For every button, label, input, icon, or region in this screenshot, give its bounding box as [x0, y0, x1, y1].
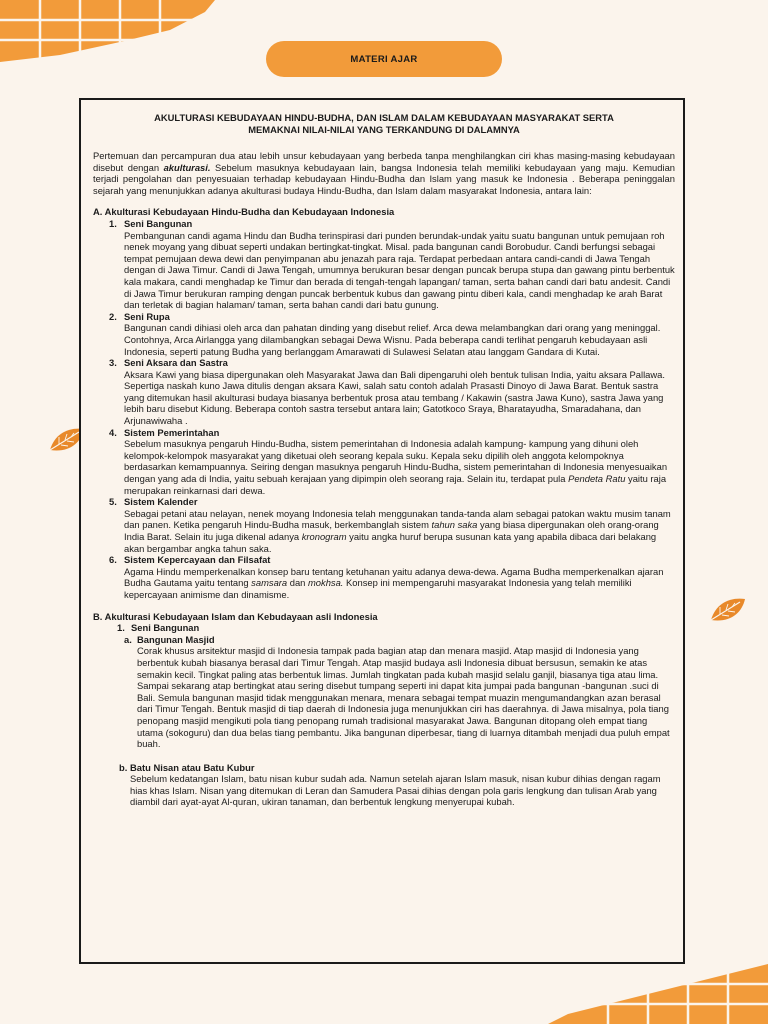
document-content: [93, 112, 675, 818]
document-title: [93, 112, 675, 136]
item-heading: Seni Aksara dan Sastra: [124, 357, 228, 369]
item-heading: Sistem Kepercayaan dan Filsafat: [124, 554, 271, 566]
item-heading: Seni Bangunan: [124, 217, 193, 229]
intro-paragraph: Pertemuan dan percampuran dua atau lebih unsur kebudayaan yang berbeda tanpa menghilangkan ciri khas masing-masing kebudayaan disebut dengan akulturasi. Sebelum masuknya kebudayaan lain, bangsa Indonesia telah memiliki kebudayaan yang maju. Kemudian terjadi pengolahan dan penyesuaian terhadap kebudayaan Hindu-Budha dan Islam yang masuk ke Indonesia . Beberapa peninggalan sejarah yang menunjukkan adanya akulturasi budaya Hindu-Budha, dan Islam dalam masyarakat Indonesia, antara lain:: [93, 150, 675, 196]
sub-item-masjid: a. Bangunan Masjid Corak khusus arsitektur masjid di Indonesia tampak pada bagian atap dan menara masjid. Atap masjid di Indonesia yang berbentuk kubah biasanya berasal dari Timur Tengah. Atap masjid budaya asli Indonesia dibuat bersusun, semakin ke atas semakin kecil. Tingkat paling atas berbentuk limas. Jumlah tingkatan pada kubah masjid selalu ganjil, biasanya tiga atau lima. Sampai sekarang atap bertingkat atau sering disebut tumpang seperti ini dapat kita jumpai pada bangunan -bangunan .suci di Bali. Semula bangunan masjid tidak menggunakan menara, menara sebagai tempat muazin mengumandangkan azan berasal dari Timur Tengah. Bentuk masjid di tiap daerah di Indonesia juga menunjukkan ciri has daerahnya. di Jawa misalnya, pola tiang penopang masjid mengikuti pola tiang penopang rumah tradisional masyarakat Jawa. Bangunan ditopang oleh empat tiang utama (sokoguru) dan dua belas tiang pembantu. Jika bangunan diperbesar, tiang di luarnya ditambah menjadi dua puluh empat buah.: [93, 634, 675, 750]
list-item: 1. Seni Bangunan Pembangunan candi agama Hindu dan Budha terinspirasi dari punden berundak-undak yaitu suatu bangunan untuk pemujaan roh nenek moyang yang dibuat seperti undakan bertingkat-tingkat. Misal. pada bangunan candi Borobudur. Candi berfungsi sebagai tempat pemujaan dewa dewi dan penyimpanan abu jenazah para raja. Terdapat perbedaan antara candi-candi di Jawa Tengah dengan di Jawa Timur. Candi di Jawa Tengah, umumnya berukuran besar dengan puncak berupa stupa dan gawang pintu berbentuk kala makara, candi menghadap ke Timur dan berada di tengah-tengah lapangan/ taman, serta bahan candi dari batu andesit. Candi di Jawa Timur berukuran ramping dengan puncak berbentuk kubus dan gawang pintu diberi kala, candi menghadap ke arah Barat dan terletak di bagian halaman/ taman, serta bahan candi dari batu gunung.: [109, 217, 675, 311]
section-a-heading: A. Akulturasi Kebudayaan Hindu-Budha dan Kebudayaan Indonesia: [93, 206, 395, 218]
item-heading: Seni Bangunan: [131, 622, 200, 634]
sub-item-batu-nisan: b. Batu Nisan atau Batu Kubur Sebelum kedatangan Islam, batu nisan kubur sudah ada. Namun setelah ajaran Islam masuk, nisan kubur dihias dengan ragam hias khas Islam. Nisan yang ditemukan di Leran dan Samudera Pasai dihias dengan pola garis lengkung dan tulisan Arab yang diambil dari ayat-ayat Al-quran, ukiran tanaman, dan berbentuk lengkung menyerupai kubah.: [93, 762, 675, 808]
sub-item-body: Corak khusus arsitektur masjid di Indonesia tampak pada bagian atap dan menara masjid. Atap masjid di Indonesia yang berbentuk kubah biasanya berasal dari Timur Tengah. Atap masjid budaya asli Indonesia dibuat bersusun, semakin ke atas semakin kecil. Tingkat paling atas berbentuk limas. Jumlah tingkatan pada kubah masjid selalu ganjil, biasanya tiga atau lima. Sampai sekarang atap bertingkat atau sering disebut tumpang seperti ini dapat kita jumpai pada bangunan -bangunan .suci di Bali. Semula bangunan masjid tidak menggunakan menara, menara sebagai tempat muazin mengumandangkan azan berasal dari Timur Tengah. Bentuk masjid di tiap daerah di Indonesia juga menunjukkan ciri has daerahnya. di Jawa misalnya, pola tiang penopang masjid mengikuti pola tiang penopang rumah tradisional masyarakat Jawa. Bangunan ditopang oleh empat tiang utama (sokoguru) dan dua belas tiang pembantu. Jika bangunan diperbesar, tiang di luarnya ditambah menjadi dua puluh empat buah.: [137, 645, 670, 750]
item-body: Aksara Kawi yang biasa dipergunakan oleh Masyarakat Jawa dan Bali dipengaruhi oleh bentuk tulisan India, yaitu aksara Pallawa. Sepertiga naskah kuno Jawa ditulis dengan aksara Kawi, salah satu contoh adalah Prasasti Dinoyo di Jawa Barat. Bentuk sastra yang ditemukan hasil akulturasi budaya biasanya berbentuk prosa atau tembang / Kakawin (sastra Jawa Kuno), sastra Jawa yang lebih baru disebut Kidung. Beberapa contoh sastra tersebut antara lain; Gatotkoco Sraya, Bharatayudha, Smaradahana, dan Arjunawiwaha .: [124, 368, 665, 427]
item-body: Sebelum masuknya pengaruh Hindu-Budha, sistem pemerintahan di Indonesia adalah kampung- kampung yang dihuni oleh kelompok-kelompok masyarakat yang diketuai oleh seorang kepala suku. Kepala seku dipilih oleh anggota kelompoknya berdasarkan kemampuannya. Seiring dengan masuknya pengaruh Hindu-Budha, sistem pemerintahan di Indonesia menyesuaikan dengan yang ada di India, yaitu sebuah kerajaan yang dipimpin oleh seorang raja. Selain itu, terdapat pula Pendeta Ratu yaitu raja merupakan reinkarnasi dari dewa.: [124, 438, 668, 496]
list-item: 2. Seni Rupa Bangunan candi dihiasi oleh arca dan pahatan dinding yang disebut relief. Arca dewa melambangkan dari orang yang meninggal. Contohnya, Arca Airlangga yang dilambangkan sebagai Dewa Wisnu. Pada beberapa candi terlihat pengaruh kebudayaan asli Indonesia, seperti patung Budha yang berlanggam Amarawati di Sulawesi Selatan atau langgam Gandara di Kutai.: [93, 311, 675, 357]
list-item: 6. Sistem Kepercayaan dan Filsafat Agama Hindu memperkenalkan konsep baru tentang ketuhanan yaitu adanya dewa-dewa. Agama Budha memperkenalkan ajaran Budha Gautama yaitu tentang samsara dan mokhsa. Konsep ini mempengaruhi masyarakat Indonesia yang telah memiliki kepercayaan animisme dan dinamisme.: [93, 554, 675, 600]
sub-item-heading: Batu Nisan atau Batu Kubur: [130, 761, 255, 773]
materi-ajar-badge: MATERI AJAR: [266, 41, 502, 77]
title-line-1: AKULTURASI KEBUDAYAAN HINDU-BUDHA, DAN ISLAM DALAM KEBUDAYAAN MASYARAKAT SERTA: [154, 112, 614, 123]
title-line-2: MEMAKNAI NILAI-NILAI YANG TERKANDUNG DI DALAMNYA: [248, 124, 520, 135]
item-body: Agama Hindu memperkenalkan konsep baru tentang ketuhanan yaitu adanya dewa-dewa. Agama Budha memperkenalkan ajaran Budha Gautama yaitu tentang samsara dan mokhsa. Konsep ini mempengaruhi masyarakat Indonesia yang telah memiliki kepercayaan animisme dan dinamisme.: [124, 565, 664, 600]
sub-item-heading: Bangunan Masjid: [137, 633, 215, 645]
list-item: 5. Sistem Kalender Sebagai petani atau nelayan, nenek moyang Indonesia telah menggunakan tanda-tanda alam sebagai patokan waktu musim tanam dan panen. Ketika pengaruh Hindu-Budha masuk, berkembanglah sistem tahun saka yang biasa dipergunakan oleh orang-orang India Barat. Selain itu juga dikenal adanya kronogram yaitu angka huruf berupa susunan kata yang apabila dibaca dari belakang akan bergambar angka tahun saka.: [93, 496, 675, 554]
list-item: 4. Sistem Pemerintahan Sebelum masuknya pengaruh Hindu-Budha, sistem pemerintahan di Indonesia adalah kampung- kampung yang dihuni oleh kelompok-kelompok masyarakat yang diketuai oleh seorang kepala suku. Kepala seku dipilih oleh anggota kelompoknya berdasarkan kemampuannya. Seiring dengan masuknya pengaruh Hindu-Budha, sistem pemerintahan di Indonesia menyesuaikan dengan yang ada di India, yaitu sebuah kerajaan yang dipimpin oleh seorang raja. Selain itu, terdapat pula Pendeta Ratu yaitu raja merupakan reinkarnasi dari dewa.: [93, 427, 675, 497]
section-b: [93, 611, 675, 809]
grid-decoration-top-left-icon: [0, 0, 215, 62]
intro-emphasis: akulturasi.: [163, 161, 211, 173]
item-body: Pembangunan candi agama Hindu dan Budha terinspirasi dari punden berundak-undak yaitu suatu bangunan untuk pemujaan roh nenek moyang yang dibuat seperti undakan bertingkat-tingkat. Misal. pada bangunan candi Borobudur. Candi berfungsi sebagai tempat pemujaan dewa dewi dan penyimpanan abu jenazah para raja. Terdapat perbedaan antara candi-candi di Jawa Tengah dengan di Jawa Timur. Candi di Jawa Tengah, umumnya berukuran besar dengan puncak berupa stupa dan gawang pintu berbentuk kala makara, candi menghadap ke Timur dan berada di tengah-tengah lapangan/ taman, serta bahan candi dari batu andesit. Candi di Jawa Timur berukuran ramping dengan puncak berbentuk kubus dan gawang pintu diberi kala, candi menghadap ke arah Barat dan terletak di bagian halaman/ taman, serta bahan candi dari batu gunung.: [124, 229, 675, 311]
section-b-item: 1. Seni Bangunan: [117, 622, 200, 634]
grid-decoration-bottom-right-icon: [548, 964, 768, 1024]
section-b-heading: B. Akulturasi Kebudayaan Islam dan Kebudayaan asli Indonesia: [93, 610, 378, 622]
autumn-leaf-icon: [708, 595, 748, 625]
sub-item-body: Sebelum kedatangan Islam, batu nisan kubur sudah ada. Namun setelah ajaran Islam masuk, nisan kubur dihias dengan ragam hias khas Islam. Nisan yang ditemukan di Leran dan Samudera Pasai dihias dengan pola garis lengkung dan tulisan Arab yang diambil dari ayat-ayat Al-quran, ukiran tanaman, dan berbentuk lengkung menyerupai kubah.: [130, 773, 661, 808]
item-heading: Sistem Pemerintahan: [124, 426, 220, 438]
item-heading: Seni Rupa: [124, 310, 170, 322]
item-body: Sebagai petani atau nelayan, nenek moyang Indonesia telah menggunakan tanda-tanda alam sebagai patokan waktu musim tanam dan panen. Ketika pengaruh Hindu-Budha masuk, berkembanglah sistem tahun saka yang biasa dipergunakan oleh orang-orang India Barat. Selain itu juga dikenal adanya kronogram yaitu angka huruf berupa susunan kata yang apabila dibaca dari belakang akan bergambar angka tahun saka.: [124, 507, 671, 554]
section-a: [93, 206, 675, 600]
item-body: Bangunan candi dihiasi oleh arca dan pahatan dinding yang disebut relief. Arca dewa melambangkan dari orang yang meninggal. Contohnya, Arca Airlangga yang dilambangkan sebagai Dewa Wisnu. Pada beberapa candi terlihat pengaruh kebudayaan asli Indonesia, seperti patung Budha yang berlanggam Amarawati di Sulawesi Selatan atau langgam Gandara di Kutai.: [124, 322, 661, 357]
item-heading: Sistem Kalender: [124, 496, 198, 508]
list-item: 3. Seni Aksara dan Sastra Aksara Kawi yang biasa dipergunakan oleh Masyarakat Jawa dan Bali dipengaruhi oleh bentuk tulisan India, yaitu aksara Pallawa. Sepertiga naskah kuno Jawa ditulis dengan aksara Kawi, salah satu contoh adalah Prasasti Dinoyo di Jawa Barat. Bentuk sastra yang ditemukan hasil akulturasi budaya biasanya berbentuk prosa atau tembang / Kakawin (sastra Jawa Kuno), sastra Jawa yang lebih baru disebut Kidung. Beberapa contoh sastra tersebut antara lain; Gatotkoco Sraya, Bharatayudha, Smaradahana, dan Arjunawiwaha .: [93, 357, 675, 427]
